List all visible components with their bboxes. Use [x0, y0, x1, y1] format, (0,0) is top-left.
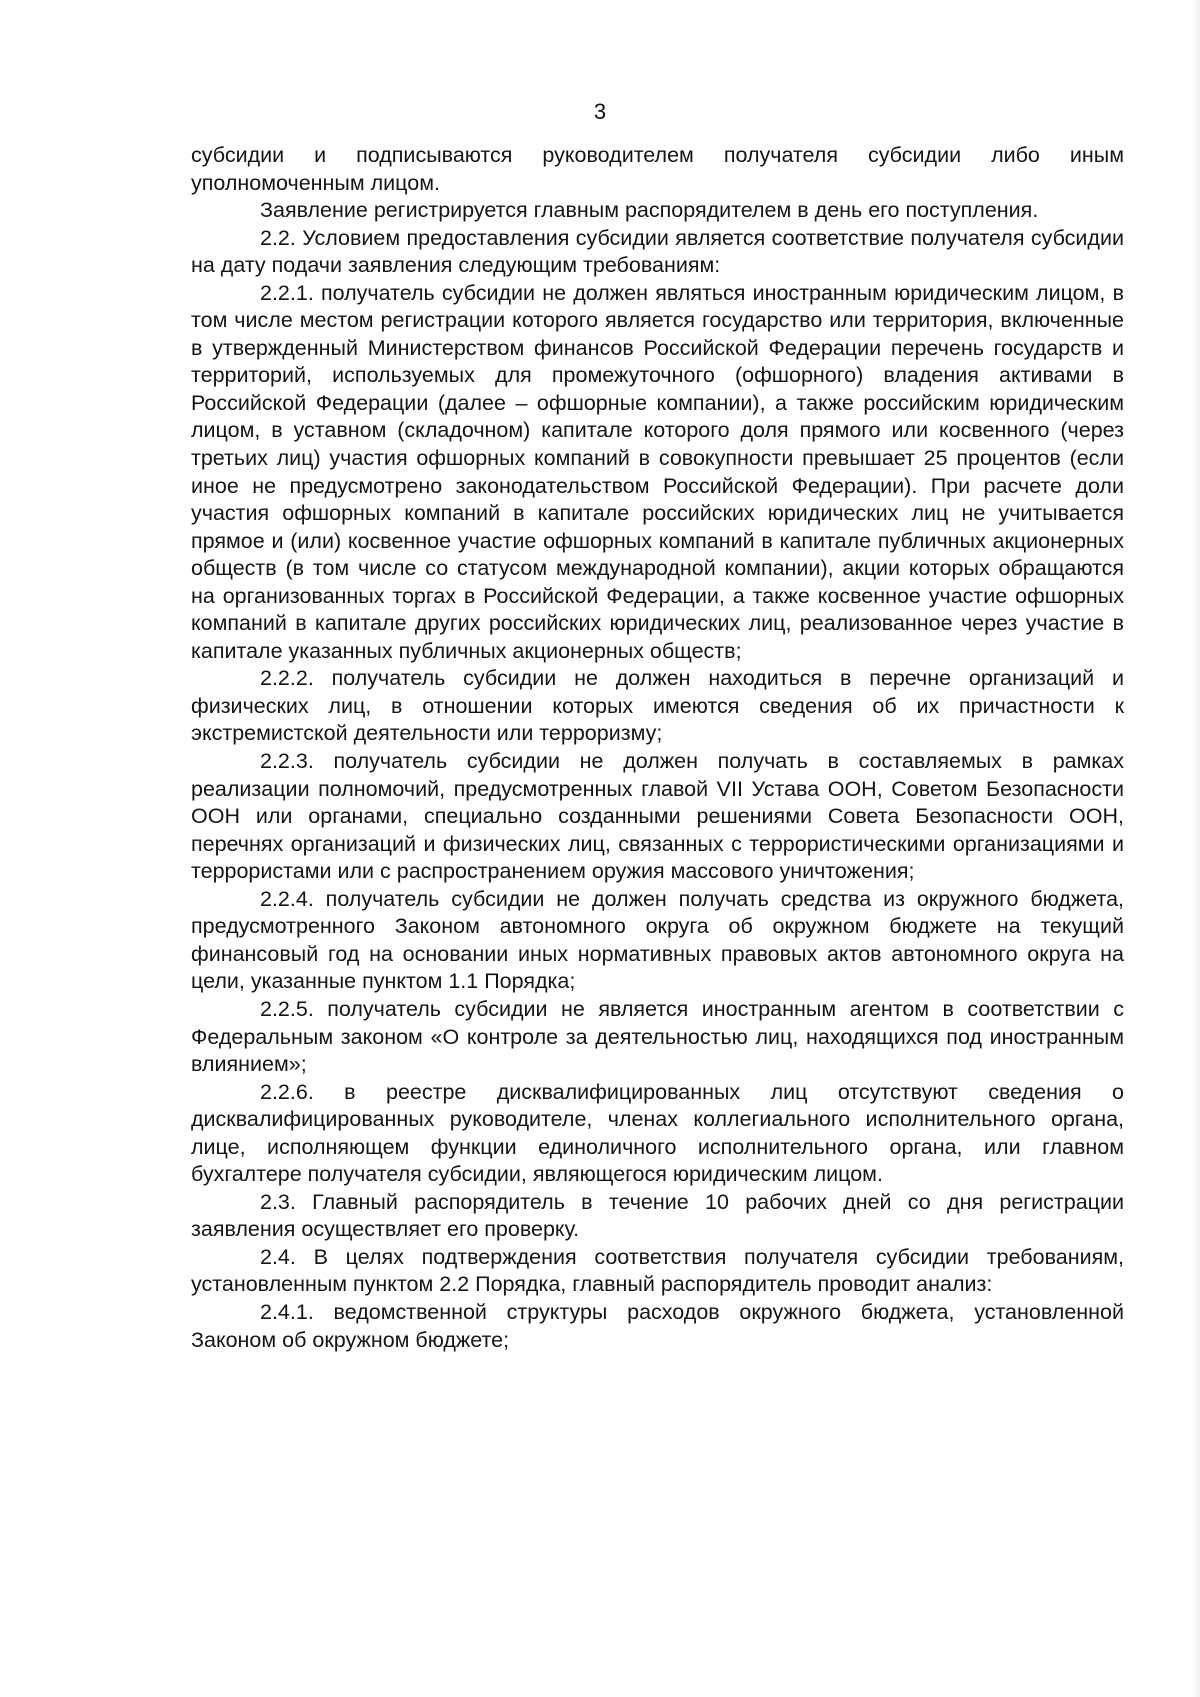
paragraph-2-4: 2.4. В целях подтверждения соответствия получателя субсидии требованиям, установленным пунктом 2.2 Порядка, главный распорядитель проводит анализ: [191, 1244, 1124, 1297]
page-number: 3 [593, 99, 607, 124]
paragraph-2-2-4: 2.2.4. получатель субсидии не должен получать средства из окружного бюджета, предусмотренного Законом автономного округа об окружном бюджете на текущий финансовый год на основании иных нормативных правовых актов автономного округа на цели, указанные пунктом 1.1 Порядка; [191, 886, 1124, 994]
document-body [191, 142, 1124, 1354]
paragraph-2-2: 2.2. Условием предоставления субсидии является соответствие получателя субсидии на дату подачи заявления следующим требованиям: [191, 225, 1124, 278]
paragraph-application-registration: Заявление регистрируется главным распорядителем в день его поступления. [260, 198, 1039, 223]
paragraph-2-2-6: 2.2.6. в реестре дисквалифицированных лиц отсутствуют сведения о дисквалифицированных руководителе, членах коллегиального исполнительного органа, лице, исполняющем функции единоличного исполнительного органа, или главном бухгалтере получателя субсидии, являющегося юридическим лицом. [191, 1079, 1124, 1187]
paragraph-2-2-3: 2.2.3. получатель субсидии не должен получать в составляемых в рамках реализации полномочий, предусмотренных главой VII Устава ООН, Советом Безопасности ООН или органами, специально созданными решениями Совета Безопасности ООН, перечнях организаций и физических лиц, связанных с террористическими организациями и террористами или с распространением оружия массового уничтожения; [191, 749, 1124, 884]
paragraph-continuation: субсидии и подписываются руководителем получателя субсидии либо иным уполномоченным лицом. [191, 143, 1124, 195]
paragraph-2-3: 2.3. Главный распорядитель в течение 10 рабочих дней со дня регистрации заявления осуществляет его проверку. [191, 1189, 1124, 1242]
paragraph-2-4-1: 2.4.1. ведомственной структуры расходов окружного бюджета, установленной Законом об окружном бюджете; [191, 1299, 1124, 1352]
paragraph-2-2-5: 2.2.5. получатель субсидии не является иностранным агентом в соответствии с Федеральным законом «О контроле за деятельностью лиц, находящихся под иностранным влиянием»; [191, 996, 1124, 1077]
paragraph-2-2-1: 2.2.1. получатель субсидии не должен являться иностранным юридическим лицом, в том числе местом регистрации которого является государство или территория, включенные в утвержденный Министерством финансов Российской Федерации перечень государств и территорий, используемых для промежуточного (офшорного) владения активами в Российской Федерации (далее – офшорные компании), а также российским юридическим лицом, в уставном (складочном) капитале которого доля прямого или косвенного (через третьих лиц) участия офшорных компаний в совокупности превышает 25 процентов (если иное не предусмотрено законодательством Российской Федерации). При расчете доли участия офшорных компаний в капитале российских юридических лиц не учитывается прямое и (или) косвенное участие офшорных компаний в капитале публичных акционерных обществ (в том числе со статусом международной компании), акции которых обращаются на организованных торгах в Российской Федерации, а также косвенное участие офшорных компаний в капитале других российских юридических лиц, реализованное через участие в капитале указанных публичных акционерных обществ; [191, 280, 1124, 663]
scan-edge-shadow [1192, 0, 1200, 1697]
paragraph-2-2-2: 2.2.2. получатель субсидии не должен находиться в перечне организаций и физических лиц, в отношении которых имеются сведения об их причастности к экстремистской деятельности или терроризму; [191, 666, 1124, 746]
